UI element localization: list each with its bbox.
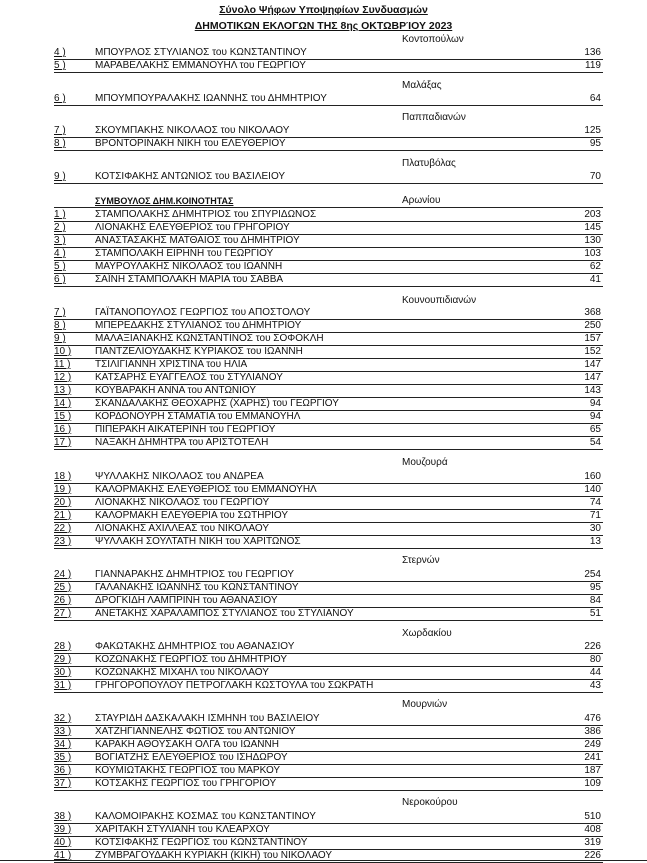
- candidate-number: 33 ): [54, 726, 72, 737]
- candidate-number: 36 ): [54, 765, 72, 776]
- candidate-name: ΣΚΑΝΔΑΛΑΚΗΣ ΘΕΟΧΑΡΗΣ (ΧΑΡΗΣ) του ΓΕΩΡΓΙΟΥ: [95, 398, 339, 409]
- candidate-row: [54, 509, 603, 523]
- candidate-row: [54, 59, 603, 73]
- candidate-row: [54, 764, 603, 778]
- candidate-name: ΚΟΖΩΝΑΚΗΣ ΜΙΧΑΗΛ του ΝΙΚΟΛΑΟΥ: [95, 667, 269, 678]
- vote-count: 187: [584, 765, 601, 776]
- candidate-number: 10 ): [54, 346, 72, 357]
- candidate-number: 4 ): [54, 47, 66, 58]
- candidate-number: 9 ): [54, 171, 66, 182]
- candidate-row: [54, 810, 603, 824]
- vote-count: 62: [589, 261, 601, 272]
- candidate-name: ΚΑΛΟΜΟΙΡΑΚΗΣ ΚΟΣΜΑΣ του ΚΩΝΣΤΑΝΤΙΝΟΥ: [95, 811, 316, 822]
- candidate-row: [54, 535, 603, 549]
- candidate-row: [54, 712, 603, 726]
- candidate-row: [54, 306, 603, 320]
- vote-count: 30: [589, 523, 601, 534]
- candidate-number: 14 ): [54, 398, 72, 409]
- candidate-row: [54, 221, 603, 235]
- candidate-name: ΚΟΤΣΙΦΑΚΗΣ ΑΝΤΩΝΙΟΣ του ΒΑΣΙΛΕΙΟΥ: [95, 171, 286, 182]
- candidate-number: 8 ): [54, 138, 66, 149]
- candidate-row: [54, 470, 603, 484]
- vote-count: 74: [589, 497, 601, 508]
- candidate-number: 30 ): [54, 667, 72, 678]
- candidate-row: [54, 725, 603, 739]
- candidate-number: 6 ): [54, 93, 66, 104]
- community-name: Μουζουρά: [402, 457, 448, 468]
- vote-count: 386: [584, 726, 601, 737]
- candidate-name: ΜΠΟΥΜΠΟΥΡΑΛΑΚΗΣ ΙΩΑΝΝΗΣ του ΔΗΜΗΤΡΙΟΥ: [95, 93, 327, 104]
- community-name: Πλατυβόλας: [402, 158, 456, 169]
- candidate-name: ΚΟΡΔΟΝΟΥΡΗ ΣΤΑΜΑΤΙΑ του ΕΜΜΑΝΟΥΗΛ: [95, 411, 301, 422]
- vote-count: 250: [584, 320, 601, 331]
- vote-count: 119: [585, 60, 601, 71]
- candidate-row: [54, 836, 603, 850]
- vote-count: 147: [584, 359, 601, 370]
- vote-count: 43: [589, 680, 601, 691]
- candidate-name: ΚΟΖΩΝΑΚΗΣ ΓΕΩΡΓΙΟΣ του ΔΗΜΗΤΡΙΟΥ: [95, 654, 288, 665]
- community-name: Χωρδακίου: [402, 628, 452, 639]
- candidate-row: [54, 666, 603, 680]
- candidate-name: ΚΑΛΟΡΜΑΚΗΣ ΕΛΕΥΘΕΡΙΟΣ του ΕΜΜΑΝΟΥΗΛ: [95, 484, 317, 495]
- vote-count: 94: [589, 411, 601, 422]
- candidate-number: 20 ): [54, 497, 72, 508]
- candidate-name: ΣΤΑΥΡΙΔΗ ΔΑΣΚΑΛΑΚΗ ΙΣΜΗΝΗ του ΒΑΣΙΛΕΙΟΥ: [95, 713, 320, 724]
- candidate-row: [54, 679, 603, 693]
- candidate-name: ΚΑΛΟΡΜΑΚΗ ΕΛΕΥΘΕΡΙΑ του ΣΩΤΗΡΙΟΥ: [95, 510, 289, 521]
- candidate-row: [54, 777, 603, 791]
- candidate-name: ΣΚΟΥΜΠΑΚΗΣ ΝΙΚΟΛΑΟΣ του ΝΙΚΟΛΑΟΥ: [95, 125, 290, 136]
- candidate-number: 1 ): [54, 209, 66, 220]
- candidate-row: [54, 137, 603, 151]
- candidate-row: [54, 247, 603, 261]
- vote-count: 136: [584, 47, 601, 58]
- candidate-row: [54, 607, 603, 621]
- candidate-number: 18 ): [54, 471, 72, 482]
- candidate-name: ΣΤΑΜΠΟΛΑΚΗ ΕΙΡΗΝΗ του ΓΕΩΡΓΙΟΥ: [95, 248, 274, 259]
- candidate-number: 37 ): [54, 778, 72, 789]
- candidate-number: 15 ): [54, 411, 72, 422]
- candidate-number: 6 ): [54, 274, 66, 285]
- candidate-number: 16 ): [54, 424, 72, 435]
- vote-count: 368: [584, 307, 601, 318]
- candidate-name: ΦΑΚΩΤΑΚΗΣ ΔΗΜΗΤΡΙΟΣ του ΑΘΑΝΑΣΙΟΥ: [95, 641, 295, 652]
- candidate-row: [54, 436, 603, 450]
- vote-count: 145: [584, 222, 601, 233]
- vote-count: 203: [584, 209, 601, 220]
- vote-count: 71: [589, 510, 601, 521]
- candidate-name: ΜΑΛΑΞΙΑΝΑΚΗΣ ΚΩΝΣΤΑΝΤΙΝΟΣ του ΣΟΦΟΚΛΗ: [95, 333, 324, 344]
- candidate-row: [54, 170, 603, 184]
- candidate-name: ΒΡΟΝΤΟΡΙΝΑΚΗ ΝΙΚΗ του ΕΛΕΥΘΕΡΙΟΥ: [95, 138, 286, 149]
- candidate-name: ΓΑΛΑΝΑΚΗΣ ΙΩΑΝΝΗΣ του ΚΩΝΣΤΑΝΤΙΝΟΥ: [95, 582, 299, 593]
- candidate-row: [54, 496, 603, 510]
- candidate-row: [54, 568, 603, 582]
- vote-count: 103: [584, 248, 601, 259]
- candidate-name: ΚΑΤΣΑΡΗΣ ΕΥΑΓΓΕΛΟΣ του ΣΤΥΛΙΑΝΟΥ: [95, 372, 283, 383]
- candidate-number: 3 ): [54, 235, 66, 246]
- vote-count: 143: [584, 385, 601, 396]
- candidate-row: [54, 751, 603, 765]
- candidate-name: ΑΝΑΣΤΑΣΑΚΗΣ ΜΑΤΘΑΙΟΣ του ΔΗΜΗΤΡΙΟΥ: [95, 235, 300, 246]
- vote-count: 157: [584, 333, 601, 344]
- vote-count: 94: [589, 398, 601, 409]
- candidate-name: ΜΑΡΑΒΕΛΑΚΗΣ ΕΜΜΑΝΟΥΗΛ του ΓΕΩΡΓΙΟΥ: [95, 60, 306, 71]
- candidate-row: [54, 594, 603, 608]
- candidate-number: 11 ): [54, 359, 71, 370]
- candidate-number: 22 ): [54, 523, 72, 534]
- vote-count: 95: [589, 138, 601, 149]
- vote-count: 80: [589, 654, 601, 665]
- vote-count: 476: [584, 713, 601, 724]
- candidate-name: ΤΣΙΛΙΓΙΑΝΝΗ ΧΡΙΣΤΙΝΑ του ΗΛΙΑ: [95, 359, 248, 370]
- vote-count: 140: [584, 484, 601, 495]
- vote-count: 84: [589, 595, 601, 606]
- community-name: Παππαδιανών: [402, 112, 466, 123]
- candidate-number: 39 ): [54, 824, 72, 835]
- candidate-name: ΛΙΟΝΑΚΗΣ ΑΧΙΛΛΕΑΣ του ΝΙΚΟΛΑΟΥ: [95, 523, 270, 534]
- candidate-name: ΚΟΤΣΙΦΑΚΗΣ ΓΕΩΡΓΙΟΣ του ΚΩΝΣΤΑΝΤΙΝΟΥ: [95, 837, 308, 848]
- vote-count: 13: [589, 536, 601, 547]
- candidate-number: 24 ): [54, 569, 72, 580]
- candidate-name: ΣΤΑΜΠΟΛΑΚΗΣ ΔΗΜΗΤΡΙΟΣ του ΣΠΥΡΙΔΩΝΟΣ: [95, 209, 317, 220]
- candidate-row: [54, 640, 603, 654]
- candidate-row: [54, 371, 603, 385]
- candidate-number: 25 ): [54, 582, 72, 593]
- candidate-number: 26 ): [54, 595, 72, 606]
- candidate-name: ΧΑΡΙΤΑΚΗ ΣΤΥΛΙΑΝΗ του ΚΛΕΑΡΧΟΥ: [95, 824, 270, 835]
- vote-count: 160: [584, 471, 601, 482]
- candidate-number: 8 ): [54, 320, 66, 331]
- candidate-name: ΠΑΝΤΖΕΛΙΟΥΔΑΚΗΣ ΚΥΡΙΑΚΟΣ του ΙΩΑΝΝΗ: [95, 346, 303, 357]
- candidate-row: [54, 358, 603, 372]
- candidate-name: ΓΡΗΓΟΡΟΠΟΥΛΟΥ ΠΕΤΡΟΓΛΑΚΗ ΚΩΣΤΟΥΛΑ του ΣΩΚΡΑΤΗ: [95, 680, 374, 691]
- candidate-number: 13 ): [54, 385, 72, 396]
- candidate-number: 2 ): [54, 222, 66, 233]
- vote-count: 510: [584, 811, 601, 822]
- candidate-name: ΓΙΑΝΝΑΡΑΚΗΣ ΔΗΜΗΤΡΙΟΣ του ΓΕΩΡΓΙΟΥ: [95, 569, 295, 580]
- candidate-number: 23 ): [54, 536, 72, 547]
- community-name: Μαλάξας: [402, 80, 442, 91]
- council-heading: ΣΥΜΒΟΥΛΟΣ ΔΗΜ.ΚΟΙΝΟΤΗΤΑΣ: [95, 196, 234, 206]
- candidate-name: ΔΡΟΓΚΙΔΗ ΛΑΜΠΡΙΝΗ του ΑΘΑΝΑΣΙΟΥ: [95, 595, 278, 606]
- candidate-name: ΛΙΟΝΑΚΗΣ ΕΛΕΥΘΕΡΙΟΣ του ΓΡΗΓΟΡΙΟΥ: [95, 222, 290, 233]
- community-name: Μουρνιών: [402, 699, 448, 710]
- candidate-row: [54, 384, 603, 398]
- candidate-name: ΚΟΥΜΙΩΤΑΚΗΣ ΓΕΩΡΓΙΟΣ του ΜΑΡΚΟΥ: [95, 765, 281, 776]
- candidate-row: [54, 397, 603, 411]
- candidate-number: 34 ): [54, 739, 72, 750]
- vote-count: 152: [584, 346, 601, 357]
- candidate-row: [54, 423, 603, 437]
- vote-count: 226: [584, 850, 601, 861]
- candidate-name: ΠΙΠΕΡΑΚΗ ΑΙΚΑΤΕΡΙΝΗ του ΓΕΩΡΓΙΟΥ: [95, 424, 276, 435]
- vote-count: 249: [584, 739, 601, 750]
- vote-count: 51: [589, 608, 601, 619]
- candidate-name: ΛΙΟΝΑΚΗΣ ΝΙΚΟΛΑΟΣ του ΓΕΩΡΓΙΟΥ: [95, 497, 270, 508]
- vote-count: 130: [584, 235, 601, 246]
- candidate-name: ΓΑΪΤΑΝΟΠΟΥΛΟΣ ΓΕΩΡΓΙΟΣ του ΑΠΟΣΤΟΛΟΥ: [95, 307, 311, 318]
- document-subtitle: ΔΗΜΟΤΙΚΩΝ ΕΚΛΟΓΩΝ ΤΗΣ 8ης ΟΚΤΩΒΡΊΟΥ 2023: [194, 20, 453, 32]
- vote-count: 226: [584, 641, 601, 652]
- candidate-number: 32 ): [54, 713, 72, 724]
- community-name: Κουνουπιδιανών: [402, 295, 477, 306]
- candidate-name: ΖΥΜΒΡΑΓΟΥΔΑΚΗ ΚΥΡΙΑΚΗ (ΚΙΚΗ) του ΝΙΚΟΛΑΟΥ: [95, 850, 333, 861]
- candidate-name: ΧΑΤΖΗΓΙΑΝΝΕΛΗΣ ΦΩΤΙΟΣ του ΑΝΤΩΝΙΟΥ: [95, 726, 296, 737]
- candidate-row: [54, 410, 603, 424]
- vote-count: 125: [584, 125, 601, 136]
- candidate-number: 4 ): [54, 248, 66, 259]
- candidate-number: 28 ): [54, 641, 72, 652]
- candidate-number: 31 ): [54, 680, 72, 691]
- vote-count: 147: [584, 372, 601, 383]
- vote-count: 95: [589, 582, 601, 593]
- candidate-name: ΨΥΛΛΑΚΗ ΣΟΥΛΤΑΤΗ ΝΙΚΗ του ΧΑΡΙΤΩΝΟΣ: [95, 536, 301, 547]
- candidate-number: 5 ): [54, 261, 66, 272]
- candidate-number: 12 ): [54, 372, 72, 383]
- candidate-row: [54, 345, 603, 359]
- candidate-number: 41 ): [54, 850, 72, 861]
- candidate-name: ΣΑΪΝΗ ΣΤΑΜΠΟΛΑΚΗ ΜΑΡΙΑ του ΣΑΒΒΑ: [95, 274, 284, 285]
- candidate-name: ΒΟΓΙΑΤΖΗΣ ΕΛΕΥΘΕΡΙΟΣ του ΙΣΗΔΩΡΟΥ: [95, 752, 288, 763]
- vote-count: 41: [589, 274, 601, 285]
- candidate-row: [54, 332, 603, 346]
- candidate-number: 7 ): [54, 125, 66, 136]
- vote-count: 319: [584, 837, 601, 848]
- candidate-number: 29 ): [54, 654, 72, 665]
- vote-count: 241: [584, 752, 601, 763]
- candidate-row: [54, 483, 603, 497]
- candidate-name: ΑΝΕΤΑΚΗΣ ΧΑΡΑΛΑΜΠΟΣ ΣΤΥΛΙΑΝΟΣ του ΣΤΥΛΙΑΝΟΥ: [95, 608, 354, 619]
- vote-count: 54: [589, 437, 601, 448]
- vote-count: 44: [589, 667, 601, 678]
- candidate-row: [54, 46, 603, 60]
- candidate-number: 35 ): [54, 752, 72, 763]
- page-edge-line: [0, 860, 647, 861]
- candidate-name: ΜΠΟΥΡΛΟΣ ΣΤΥΛΙΑΝΟΣ του ΚΩΝΣΤΑΝΤΙΝΟΥ: [95, 47, 307, 58]
- vote-count: 64: [589, 93, 601, 104]
- candidate-row: [54, 522, 603, 536]
- candidate-number: 5 ): [54, 60, 66, 71]
- candidate-number: 9 ): [54, 333, 66, 344]
- candidate-number: 7 ): [54, 307, 66, 318]
- vote-count: 65: [589, 424, 601, 435]
- candidate-name: ΚΟΥΒΑΡΑΚΗ ΑΝΝΑ του ΑΝΤΩΝΙΟΥ: [95, 385, 257, 396]
- vote-count: 70: [589, 171, 601, 182]
- candidate-number: 17 ): [54, 437, 72, 448]
- candidate-number: 38 ): [54, 811, 72, 822]
- candidate-name: ΚΑΡΑΚΗ ΑΘΟΥΣΑΚΗ ΟΛΓΑ του ΙΩΑΝΝΗ: [95, 739, 279, 750]
- candidate-number: 27 ): [54, 608, 72, 619]
- candidate-number: 40 ): [54, 837, 72, 848]
- candidate-row: [54, 581, 603, 595]
- candidate-number: 21 ): [54, 510, 72, 521]
- vote-count: 254: [584, 569, 601, 580]
- community-name: Νεροκούρου: [402, 797, 458, 808]
- candidate-row: [54, 260, 603, 274]
- community-name: Αρωνίου: [402, 195, 441, 206]
- candidate-row: [54, 208, 603, 222]
- community-name: Στερνών: [402, 555, 440, 566]
- candidate-row: [54, 92, 603, 106]
- candidate-name: ΝΑΞΑΚΗ ΔΗΜΗΤΡΑ του ΑΡΙΣΤΟΤΕΛΗ: [95, 437, 269, 448]
- candidate-name: ΜΠΕΡΕΔΑΚΗΣ ΣΤΥΛΙΑΝΟΣ του ΔΗΜΗΤΡΙΟΥ: [95, 320, 302, 331]
- candidate-row: [54, 738, 603, 752]
- candidate-row: [54, 273, 603, 287]
- candidate-name: ΚΟΤΣΑΚΗΣ ΓΕΩΡΓΙΟΣ του ΓΡΗΓΟΡΙΟΥ: [95, 778, 277, 789]
- candidate-name: ΜΑΥΡΟΥΛΑΚΗΣ ΝΙΚΟΛΑΟΣ του ΙΩΑΝΝΗ: [95, 261, 283, 272]
- candidate-row: [54, 234, 603, 248]
- candidate-name: ΨΥΛΛΑΚΗΣ ΝΙΚΟΛΑΟΣ του ΑΝΔΡΕΑ: [95, 471, 264, 482]
- vote-count: 408: [584, 824, 601, 835]
- candidate-row: [54, 653, 603, 667]
- candidate-number: 19 ): [54, 484, 72, 495]
- document-title: Σύνολο Ψήφων Υποψηφίων Συνδυασμών: [219, 4, 428, 16]
- candidate-row: [54, 319, 603, 333]
- candidate-row: [54, 823, 603, 837]
- candidate-row: [54, 124, 603, 138]
- vote-count: 109: [584, 778, 601, 789]
- community-name: Κοντοπούλων: [402, 34, 464, 45]
